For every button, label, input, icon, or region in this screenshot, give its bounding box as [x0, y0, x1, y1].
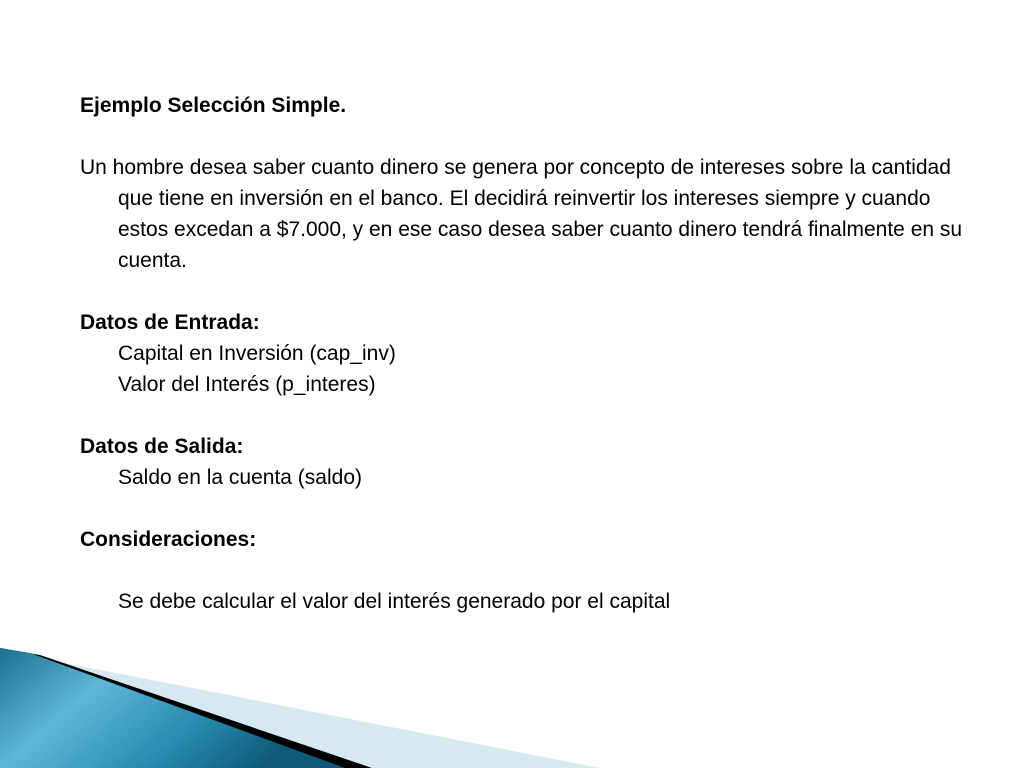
input-item: Valor del Interés (p_interes) [118, 373, 376, 396]
output-heading: Datos de Salida: [80, 435, 244, 458]
spacer [80, 400, 980, 431]
slide-title: Ejemplo Selección Simple. [80, 94, 347, 117]
intro-paragraph: Un hombre desea saber cuanto dinero se genera por concepto de intereses sobre la cantidad que tiene en inversión en el banco. El decidirá reinvertir los intereses siempre y cuando estos excedan a $7.000, y en ese caso desea saber cuanto dinero tendrá finalmente en su cuenta. [80, 156, 963, 272]
output-item: Saldo en la cuenta (saldo) [118, 466, 362, 489]
spacer [80, 555, 980, 586]
spacer [80, 276, 980, 307]
spacer [80, 121, 980, 152]
input-heading: Datos de Entrada: [80, 311, 260, 334]
slide-content [80, 90, 980, 617]
input-item: Capital en Inversión (cap_inv) [118, 342, 396, 365]
consideration-item: Se debe calcular el valor del interés generado por el capital [118, 590, 671, 613]
considerations-heading: Consideraciones: [80, 528, 257, 551]
spacer [80, 493, 980, 524]
